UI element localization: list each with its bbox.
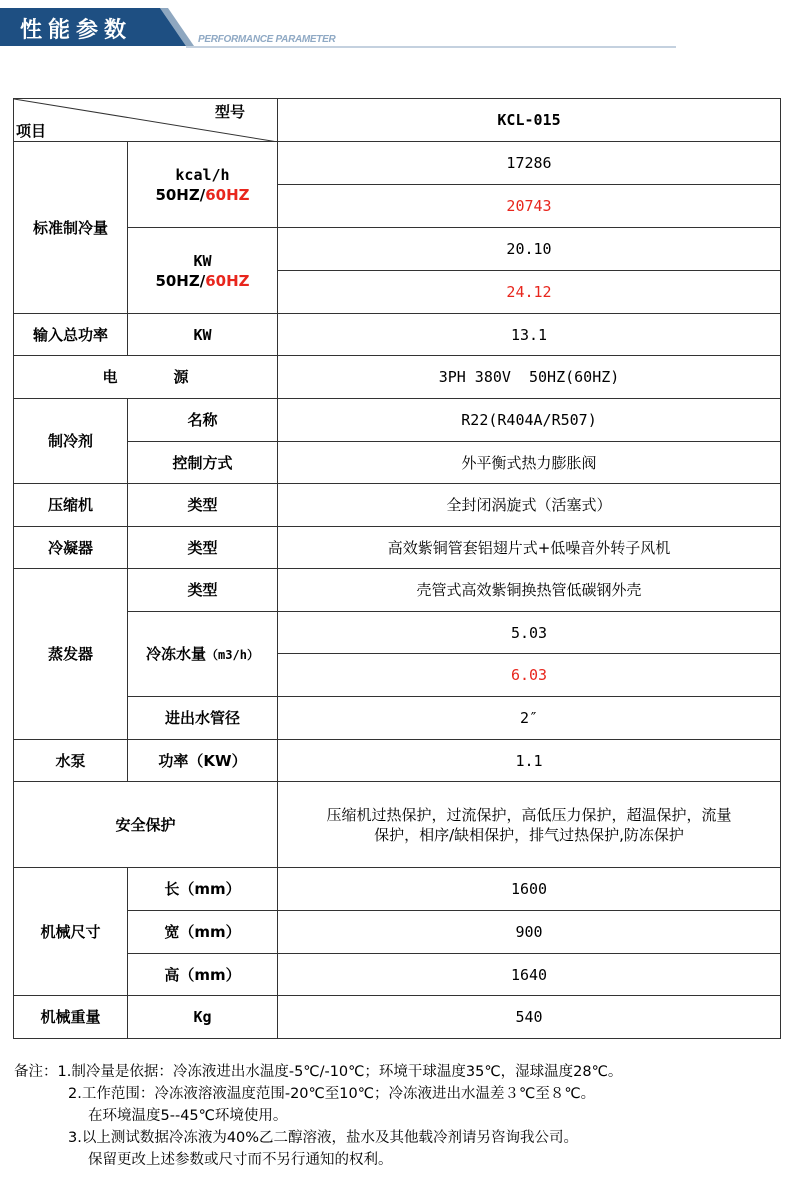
dimensions-label: 机械尺寸 <box>14 868 128 996</box>
refrigerant-name-value: R22(R404A/R507) <box>278 399 781 442</box>
table-row <box>14 142 781 185</box>
power-source-value: 3PH 380V 50HZ(60HZ) <box>278 356 781 399</box>
note-3: 3.以上测试数据冷冻液为40%乙二醇溶液，盐水及其他载冷剂请另咨询我公司。 <box>68 1130 579 1146</box>
note-1-text: 1.制冷量是依据：冷冻液进出水温度-5℃/-10℃；环境干球温度35℃，湿球温度28℃。 <box>57 1064 623 1080</box>
condenser-type-value: 高效紫铜管套铝翅片式+低噪音外转子风机 <box>278 527 781 569</box>
table-row <box>14 782 781 868</box>
safety-label: 安全保护 <box>14 782 278 868</box>
header-banner <box>0 0 790 52</box>
kw-50hz-value: 20.10 <box>278 228 781 271</box>
refrigerant-label: 制冷剂 <box>14 399 128 484</box>
control-method-label: 控制方式 <box>128 442 278 484</box>
hz60-label: 60HZ <box>205 185 250 204</box>
table-row <box>14 868 781 911</box>
table-row <box>14 954 781 996</box>
weight-unit: Kg <box>128 996 278 1039</box>
pump-label: 水泵 <box>14 740 128 782</box>
compressor-type-value: 全封闭涡旋式（活塞式） <box>278 484 781 527</box>
evaporator-type-label: 类型 <box>128 569 278 612</box>
flow-60hz-value: 6.03 <box>278 654 781 697</box>
kcal-60hz-value: 20743 <box>278 185 781 228</box>
table-row <box>14 442 781 484</box>
input-power-label: 输入总功率 <box>14 314 128 356</box>
corner-cell <box>14 99 278 142</box>
hz50-label: 50HZ/ <box>155 271 206 290</box>
flow-unit: （m3/h） <box>206 647 259 662</box>
table-row <box>14 697 781 740</box>
table-row <box>14 228 781 271</box>
flow-label: 冷冻水量 <box>146 644 207 663</box>
kcal-50hz-value: 17286 <box>278 142 781 185</box>
evaporator-label: 蒸发器 <box>14 569 128 740</box>
hz50-label: 50HZ/ <box>155 185 206 204</box>
length-value: 1600 <box>278 868 781 911</box>
safety-value <box>278 782 781 868</box>
note-3-cont: 保留更改上述参数或尺寸而不另行通知的权利。 <box>88 1152 393 1168</box>
cooling-label: 标准制冷量 <box>14 142 128 314</box>
weight-value: 540 <box>278 996 781 1039</box>
item-header: 项目 <box>16 122 47 140</box>
width-label: 宽（mm） <box>128 911 278 954</box>
power-source-label-a: 电 <box>102 368 118 386</box>
pump-power-value: 1.1 <box>278 740 781 782</box>
height-label: 高（mm） <box>128 954 278 996</box>
pipe-size-value: 2″ <box>278 697 781 740</box>
condenser-label: 冷凝器 <box>14 527 128 569</box>
control-method-value: 外平衡式热力膨胀阀 <box>278 442 781 484</box>
hz60-label: 60HZ <box>205 271 250 290</box>
power-source-label-b: 源 <box>173 368 189 386</box>
input-power-unit: KW <box>128 314 278 356</box>
chilled-water-flow-label <box>128 612 278 697</box>
table-row <box>14 612 781 654</box>
weight-label: 机械重量 <box>14 996 128 1039</box>
kcal-unit-cell <box>128 142 278 228</box>
refrigerant-name-label: 名称 <box>128 399 278 442</box>
table-row <box>14 996 781 1039</box>
table-row <box>14 527 781 569</box>
flow-50hz-value: 5.03 <box>278 612 781 654</box>
evaporator-type-value: 壳管式高效紫铜换热管低碳钢外壳 <box>278 569 781 612</box>
power-source-label <box>14 356 278 399</box>
condenser-type-label: 类型 <box>128 527 278 569</box>
note-2: 2.工作范围：冷冻液溶液温度范围-20℃至10℃；冷冻液进出水温差３℃至８℃。 <box>68 1086 596 1102</box>
table-row <box>14 569 781 612</box>
kw-unit-cell <box>128 228 278 314</box>
compressor-label: 压缩机 <box>14 484 128 527</box>
table-row <box>14 399 781 442</box>
compressor-type-label: 类型 <box>128 484 278 527</box>
pipe-size-label: 进出水管径 <box>128 697 278 740</box>
page-subtitle: PERFORMANCE PARAMETER <box>198 34 336 45</box>
safety-line-1: 压缩机过热保护，过流保护，高低压力保护，超温保护，流量 <box>326 805 732 824</box>
table-row <box>14 911 781 954</box>
model-header: 型号 <box>214 103 245 121</box>
safety-line-2: 保护，相序/缺相保护，排气过热保护,防冻保护 <box>374 825 684 844</box>
height-value: 1640 <box>278 954 781 996</box>
table-row <box>14 740 781 782</box>
pump-power-label: 功率（KW） <box>128 740 278 782</box>
table-row <box>14 484 781 527</box>
page-title: 性能参数 <box>20 18 133 43</box>
width-value: 900 <box>278 911 781 954</box>
length-label: 长（mm） <box>128 868 278 911</box>
kw-unit: KW <box>193 251 212 270</box>
table-row <box>14 99 781 142</box>
table-row <box>14 314 781 356</box>
spec-table <box>13 98 781 1039</box>
note-1 <box>14 1061 784 1083</box>
model-value: KCL-015 <box>278 99 781 142</box>
notes-prefix: 备注： <box>14 1064 58 1080</box>
input-power-value: 13.1 <box>278 314 781 356</box>
kcal-unit: kcal/h <box>175 165 230 184</box>
table-row <box>14 356 781 399</box>
note-2-cont: 在环境温度5--45℃环境使用。 <box>88 1108 288 1124</box>
notes <box>14 1061 784 1171</box>
kw-60hz-value: 24.12 <box>278 271 781 314</box>
